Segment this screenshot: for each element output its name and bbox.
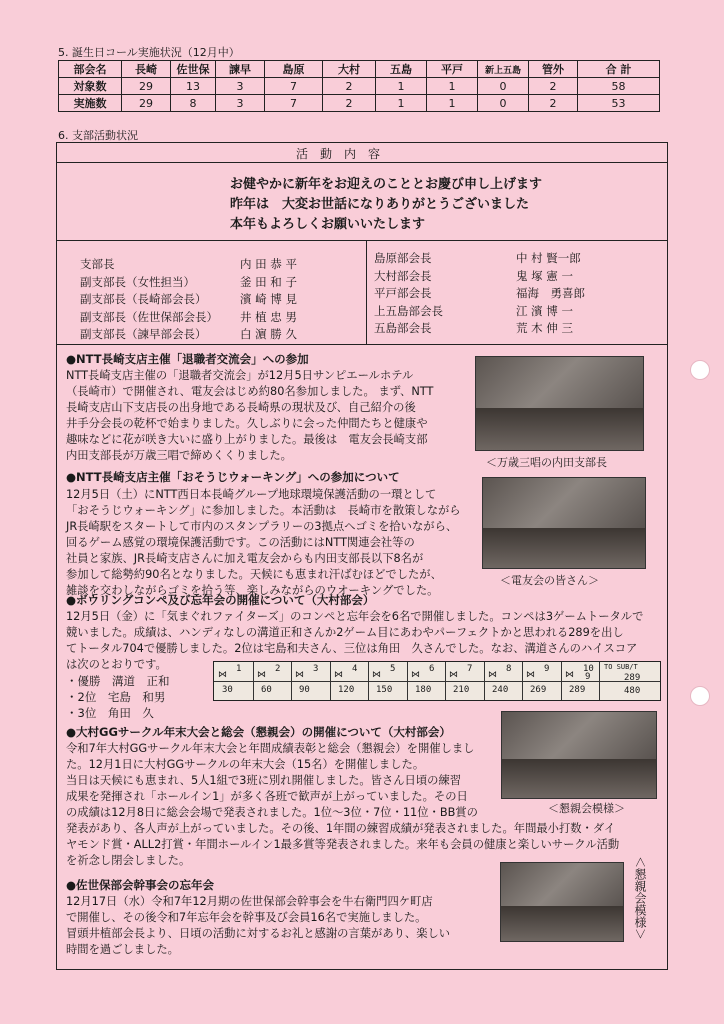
article4-title: ●大村GGサークル年末大会と総会（懇親会）の開催について（大村部会） (66, 725, 451, 739)
officer-name: 荒 木 伸 三 (516, 321, 573, 335)
table-header-cell: 平戸 (427, 61, 478, 78)
frame-border (368, 662, 369, 700)
birthday-call-table (58, 60, 660, 112)
officer-row (80, 274, 297, 292)
banzai-photo (475, 356, 644, 451)
officer-name: 中 村 賢一郎 (516, 251, 581, 265)
officer-row (374, 285, 585, 303)
officer-row (374, 320, 585, 338)
officer-name: 井 植 忠 男 (240, 309, 297, 324)
officer-role: 副支部長（長崎部会長） (80, 292, 207, 306)
table-cell: 3 (216, 95, 265, 112)
table-cell: 1 (427, 78, 478, 95)
frame-score: 210 (453, 685, 470, 695)
officer-row (80, 291, 297, 309)
result-line: ・優勝 溝道 正和 (66, 674, 170, 688)
section5-title: 5. 誕生日コール実施状況（12月中） (58, 46, 240, 59)
officer-role: 上五島部会長 (374, 303, 443, 318)
text-line: 「おそうじウォーキング」に参加しました。本活動は 長崎市を散策しながら (66, 504, 461, 517)
officer-name: 福海 勇喜郎 (516, 286, 585, 300)
text-line: 12月5日（土）にNTT西日本長崎グループ地球環境保護活動の一環として (66, 488, 437, 501)
frame-pin-count: 9 (585, 672, 591, 682)
frame-border (522, 662, 523, 700)
officer-row (80, 309, 297, 327)
frame-border (407, 662, 408, 700)
strike-mark: ⋈ (295, 670, 304, 680)
table-cell: 1 (376, 95, 427, 112)
total-label: TO SUB/T (604, 663, 638, 671)
officer-row (80, 326, 297, 344)
article2-body (66, 487, 461, 599)
table-header-cell: 部会名 (59, 61, 122, 78)
table-header-cell: 島原 (265, 61, 323, 78)
officer-row (374, 268, 585, 286)
table-row (59, 78, 660, 95)
officer-row (374, 250, 585, 268)
frame-border (599, 662, 600, 700)
photo-caption: ＜電友会の皆さん＞ (500, 574, 599, 587)
frame-number: 10 (583, 664, 594, 674)
table-header-cell: 五島 (376, 61, 427, 78)
strike-mark: ⋈ (218, 670, 227, 680)
officer-name: 鬼 塚 憲 一 (516, 268, 573, 283)
total-score: 480 (624, 686, 641, 696)
frame-score: 150 (376, 685, 393, 695)
strike-mark: ⋈ (257, 670, 266, 680)
table-header-cell: 諫早 (216, 61, 265, 78)
table-cell: 0 (478, 78, 529, 95)
officer-role: 五島部会長 (374, 321, 432, 335)
frame-number: 8 (506, 664, 512, 674)
frame-score: 90 (299, 685, 310, 695)
text-line: 内田支部長が万歳三唱で締めくくりました。 (66, 449, 292, 462)
table-cell: 7 (265, 78, 323, 95)
table-cell: 2 (529, 78, 578, 95)
bowling-results (66, 673, 170, 721)
table-header-cell: 佐世保 (171, 61, 216, 78)
officer-role: 島原部会長 (374, 251, 432, 265)
text-line: 12月5日（金）に「気まぐれファイターズ」のコンペと忘年会を6名で開催しました。コンペは3ゲームトータルで (66, 610, 644, 623)
strike-mark: ⋈ (411, 670, 420, 680)
officer-role: 支部長 (80, 257, 115, 271)
members-photo (482, 477, 646, 569)
article5-body (66, 894, 450, 958)
article3-title: ●ボウリングコンペ及び忘年会の開催について（大村部会） (66, 593, 375, 607)
table-cell: 0 (478, 95, 529, 112)
frame-number: 4 (352, 664, 358, 674)
table-cell: 2 (323, 95, 376, 112)
officers-right (374, 250, 585, 338)
table-cell: 8 (171, 95, 216, 112)
table-header-cell: 大村 (323, 61, 376, 78)
frame-border (484, 662, 485, 700)
officer-name: 江 濱 博 一 (516, 303, 573, 318)
officer-role: 副支部長（女性担当） (80, 274, 195, 289)
new-year-greeting (230, 175, 542, 235)
frame-border (291, 662, 292, 700)
frame-number: 7 (467, 664, 473, 674)
text-line: た。12月1日に大村GGサークルの年末大会（15名）を開催しました。 (66, 758, 425, 771)
text-line: 冒頭井植部会長より、日頃の活動に対するお礼と感謝の言葉があり、楽しい (66, 927, 451, 940)
frame-score: 240 (492, 685, 509, 695)
table-cell: 3 (216, 78, 265, 95)
sasebo-party-photo (500, 862, 624, 942)
table-row (59, 95, 660, 112)
text-line: 発表があり、各人声が上がっていました。その後、1年間の練習成績が発表されました。年間最小打数・ダイ (66, 822, 616, 835)
bowling-score-sheet (213, 661, 661, 701)
article1-title: ●NTT長崎支店主催「退職者交流会」への参加 (66, 352, 309, 366)
gg-party-photo (501, 711, 657, 799)
frame-score: 269 (530, 685, 547, 695)
table-cell: 29 (122, 95, 171, 112)
text-line: ヤモンド賞・ALL2打賞・年間ホールイン1最多賞等発表されました。来年も会員の健康と楽しいサークル活動 (66, 838, 620, 851)
officer-name: 白 濵 勝 久 (240, 327, 297, 341)
table-header-row (59, 61, 660, 78)
text-line: （長崎市）で開催され、電友会はじめ約80名参加しました。 まず、NTT (66, 385, 434, 398)
text-line: 令和7年大村GGサークル年末大会と年間成績表彰と総会（懇親会）を開催しまし (66, 742, 475, 755)
table-header-cell: 管外 (529, 61, 578, 78)
text-line: 長崎支店山下支店長の出身地である長崎県の現状及び、自己紹介の後 (66, 401, 416, 414)
text-line: 参加して総勢約90名となりました。天候にも恵まれ汗ばむほどでしたが、 (66, 568, 442, 581)
strike-mark: ⋈ (565, 670, 574, 680)
text-line: てトータル704で優勝しました。2位は宅島和夫さん、三位は角田 久さんでした。なお、溝道さんのハイスコア (66, 642, 638, 655)
frame-border (253, 662, 254, 700)
text-line: 趣味などに花が咲き大いに盛り上がりました。最後は 電友会長崎支部 (66, 433, 428, 446)
section6-title: 6. 支部活動状況 (58, 129, 138, 142)
officer-name: 釜 田 和 子 (240, 274, 297, 289)
table-cell: 7 (265, 95, 323, 112)
officer-name: 内 田 恭 平 (240, 257, 297, 271)
table-header-cell: 新上五島 (478, 61, 529, 78)
text-line: の成績は12月8日に総会会場で発表されました。1位～3位・7位・11位・BB賞の (66, 806, 478, 819)
text-line: で開催し、その後令和7年忘年会を幹事及び会員16名で実施しました。 (66, 911, 427, 924)
text-line: NTT長崎支店主催の「退職者交流会」が12月5日サンピエールホテル (66, 369, 414, 382)
frame-score: 60 (261, 685, 272, 695)
table-cell: 2 (323, 78, 376, 95)
table-cell: 58 (578, 78, 660, 95)
strike-mark: ⋈ (526, 670, 535, 680)
total-score: 289 (624, 673, 641, 683)
table-cell: 2 (529, 95, 578, 112)
frame-border (445, 662, 446, 700)
text-line: 当日は天候にも恵まれ、5人1組で3班に別れ開催しました。皆さん日頃の練習 (66, 774, 462, 787)
officer-role: 大村部会長 (374, 268, 432, 283)
article1-body (66, 368, 433, 464)
frame-number: 1 (236, 664, 242, 674)
text-line: 井手分会長の乾杯で始まりました。久しぶりに会った仲間たちと健康や (66, 417, 428, 430)
frame-number: 6 (429, 664, 435, 674)
box-header: 活 動 内 容 (296, 147, 381, 161)
officer-role: 平戸部会長 (374, 286, 432, 300)
frame-score: 30 (222, 685, 233, 695)
frame-border (330, 662, 331, 700)
frame-divider (56, 162, 668, 163)
text-line: JR長崎駅をスタートして市内のスタンプラリーの3拠点へゴミを拾いながら、 (66, 520, 458, 533)
result-line: ・2位 宅島 和男 (66, 690, 166, 704)
officer-role: 副支部長（佐世保部会長） (80, 309, 218, 324)
table-cell: 53 (578, 95, 660, 112)
officer-role: 副支部長（諫早部会長） (80, 327, 207, 341)
officer-row (374, 303, 585, 321)
text-line: 競いました。成績は、ハンディなしの溝道正和さんか2ゲーム目にあわやパーフェクトかと思われる289を出し (66, 626, 624, 639)
greeting-line: 昨年は 大変お世話になりありがとうございました (230, 197, 530, 212)
frame-border (561, 662, 562, 700)
text-line: は次のとおりです。 (66, 658, 167, 671)
frame-score: 120 (338, 685, 355, 695)
text-line: 雑談を交わしながらゴミを拾う等、楽しみながらのウオーキングでした。 (66, 584, 439, 597)
photo-caption: ＜懇親会模様＞ (548, 802, 625, 815)
table-cell: 29 (122, 78, 171, 95)
strike-mark: ⋈ (449, 670, 458, 680)
frame-number: 5 (390, 664, 396, 674)
table-cell: 13 (171, 78, 216, 95)
punch-hole-bottom (690, 686, 710, 706)
text-line: 社員と家族、JR長崎支店さんに加え電友会からも内田支部長以下8名が (66, 552, 424, 565)
strike-mark: ⋈ (372, 670, 381, 680)
table-header-cell: 合 計 (578, 61, 660, 78)
frame-number: 3 (313, 664, 319, 674)
table-cell: 1 (427, 95, 478, 112)
frame-divider (56, 344, 668, 345)
strike-mark: ⋈ (334, 670, 343, 680)
photo-caption: ＜万歳三唱の内田支部長 (486, 456, 607, 469)
table-cell: 1 (376, 78, 427, 95)
frame-divider (366, 240, 367, 344)
strike-mark: ⋈ (488, 670, 497, 680)
text-line: を祈念し閉会しました。 (66, 854, 191, 867)
photo-caption-vertical: ＜懇親会模様＞ (633, 856, 647, 941)
score-divider (214, 681, 660, 682)
text-line: 12月17日（水）令和7年12月期の佐世保部会幹事会を牛右衛門四ケ町店 (66, 895, 433, 908)
greeting-line: お健やかに新年をお迎えのこととお慶び申し上げます (230, 177, 543, 192)
officers-left (80, 256, 297, 344)
officer-name: 濱 崎 博 見 (240, 292, 297, 306)
greeting-line: 本年もよろしくお願いいたします (230, 217, 426, 232)
frame-number: 9 (544, 664, 550, 674)
frame-score: 180 (415, 685, 432, 695)
text-line: 時間を過ごしました。 (66, 943, 179, 956)
table-header-cell: 長崎 (122, 61, 171, 78)
punch-hole-top (690, 360, 710, 380)
article2-title: ●NTT長崎支店主催「おそうじウォーキング」への参加について (66, 470, 400, 484)
text-line: 成果を発揮され「ホールイン1」が多く各班で歓声が上がっていました。その日 (66, 790, 468, 803)
article5-title: ●佐世保部会幹事会の忘年会 (66, 878, 215, 892)
table-cell: 実施数 (59, 95, 122, 112)
result-line: ・3位 角田 久 (66, 706, 154, 720)
frame-score: 289 (569, 685, 586, 695)
frame-number: 2 (275, 664, 281, 674)
officer-row (80, 256, 297, 274)
table-cell: 対象数 (59, 78, 122, 95)
frame-divider (56, 240, 668, 241)
text-line: 回るゲーム感覚の環境保護活動です。この活動にはNTT関連会社等の (66, 536, 415, 549)
